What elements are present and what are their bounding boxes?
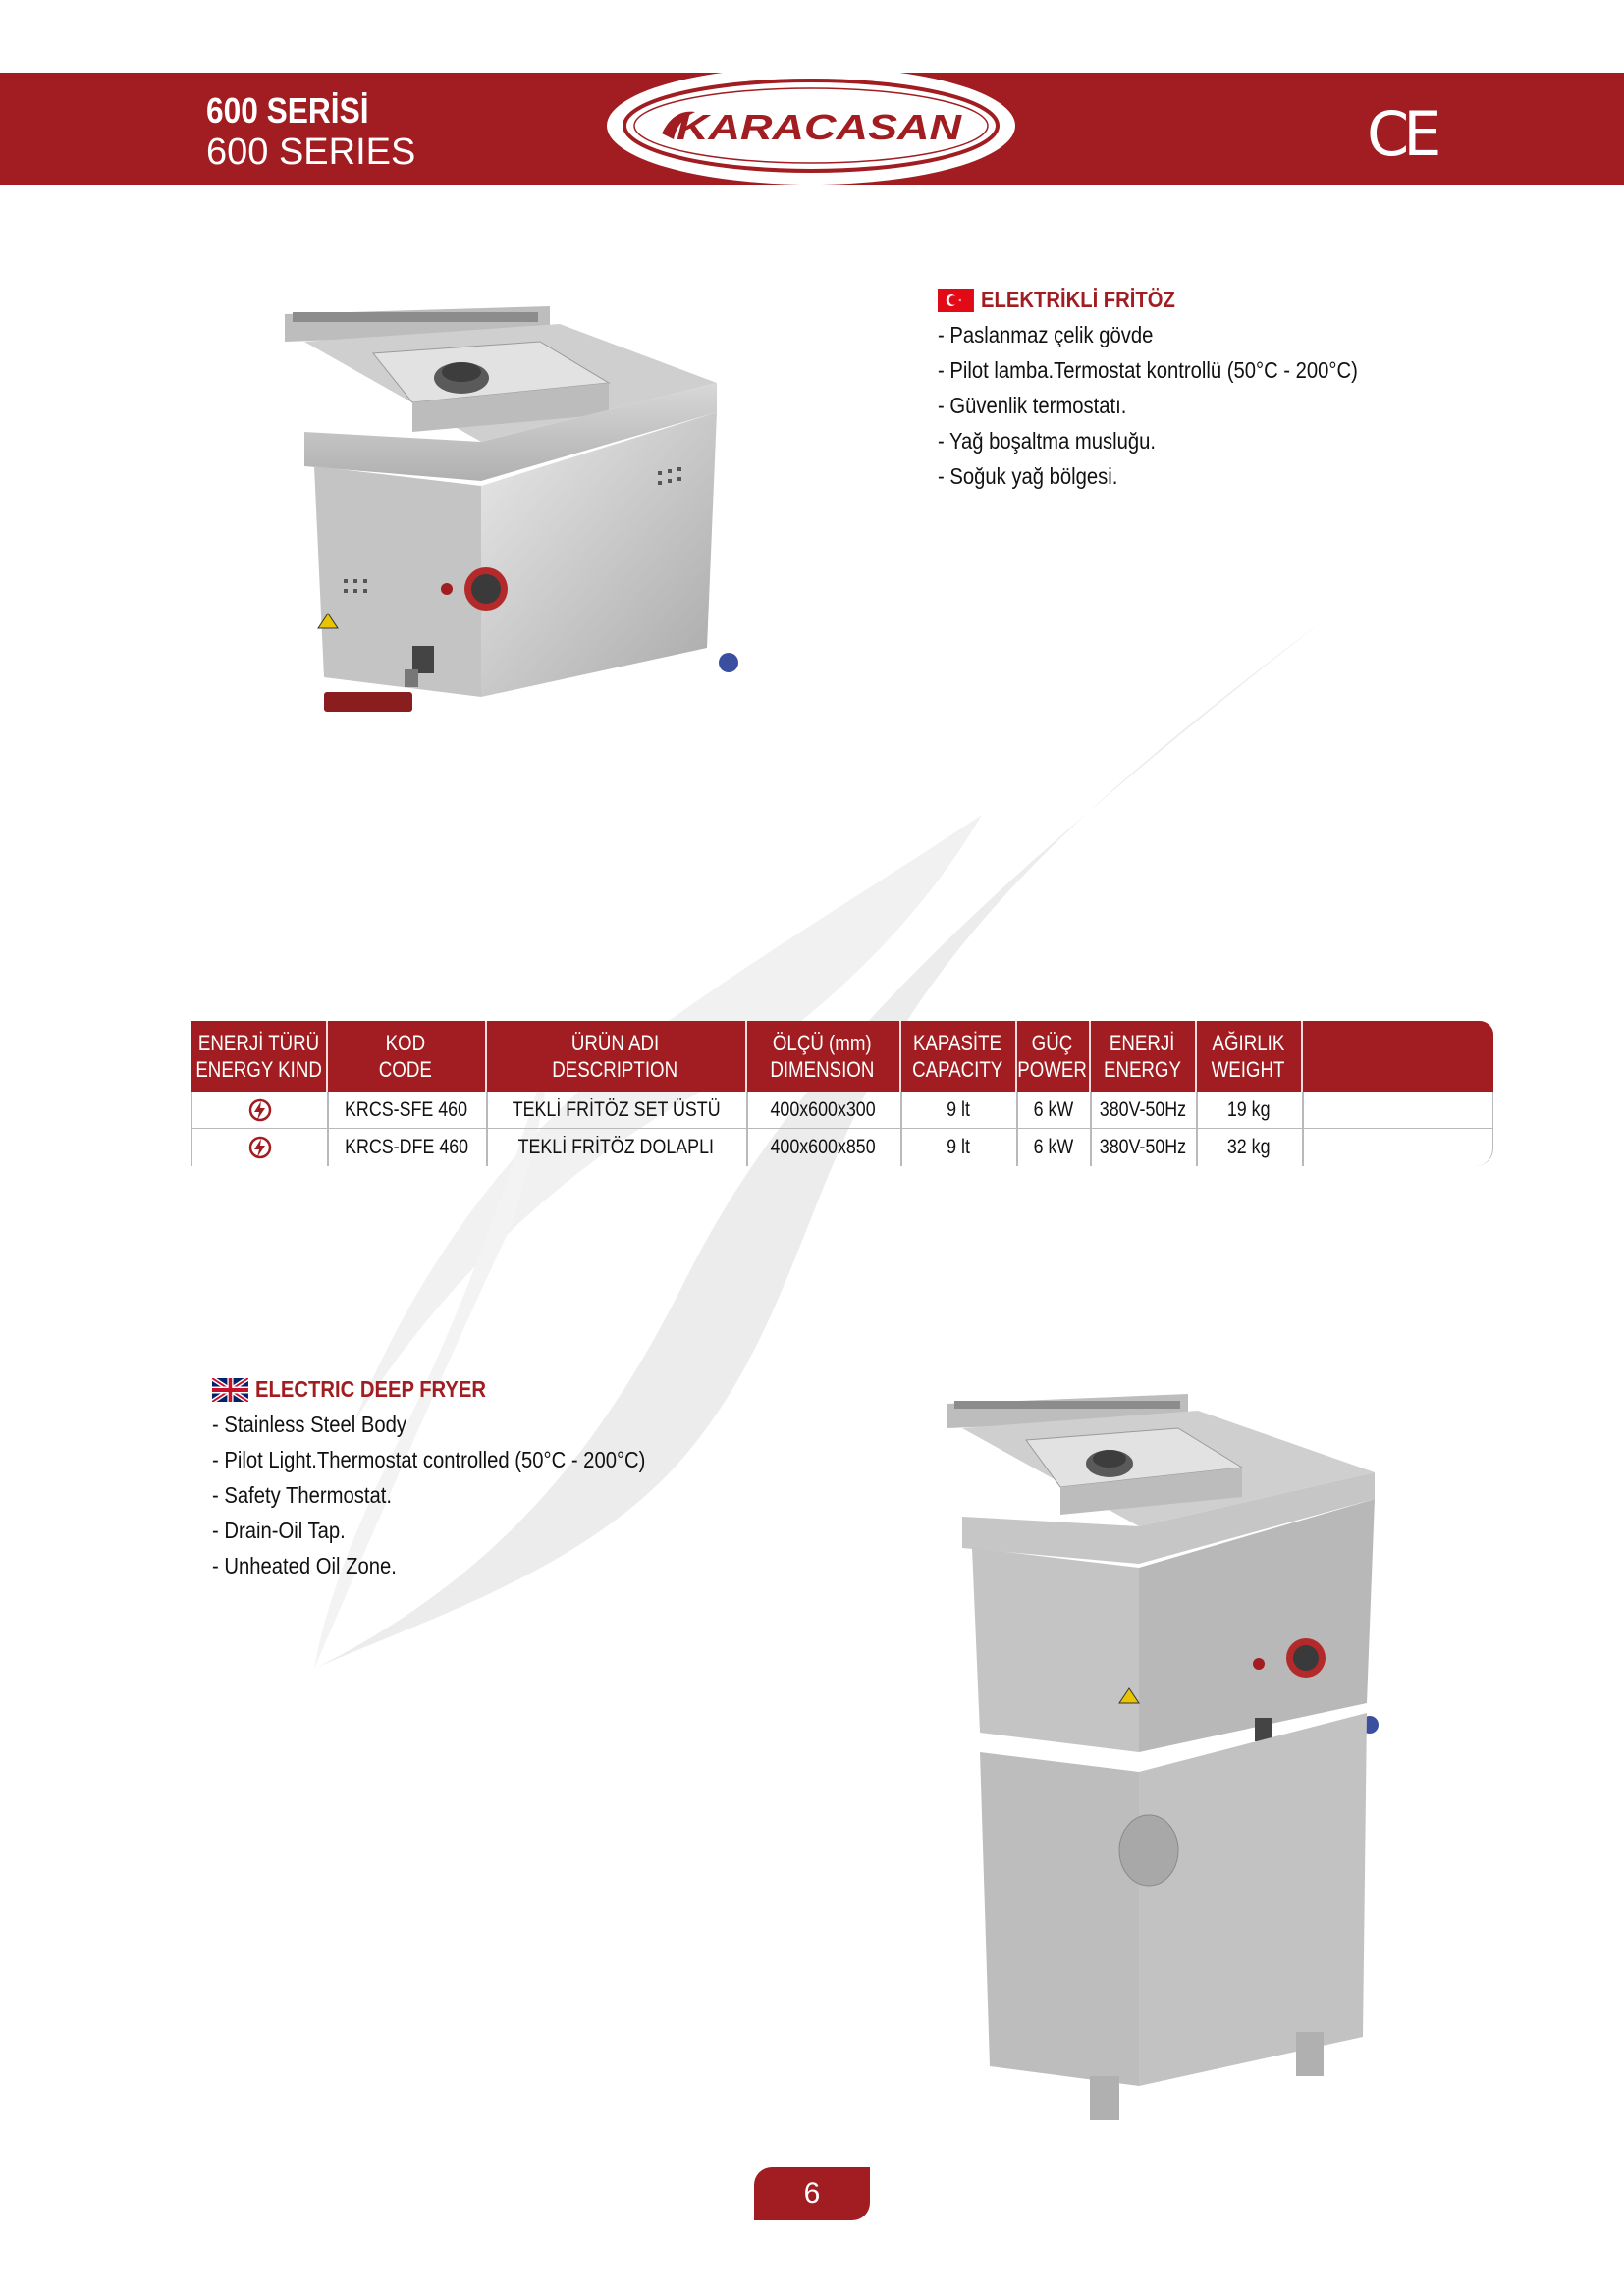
cell-energy: 380V-50Hz (1099, 1136, 1187, 1158)
cabinet-fryer-image (943, 1379, 1394, 2125)
feature-item: - Pilot lamba.Termostat kontrollü (50°C - 200°C) (938, 357, 1358, 383)
series-title-en: 600 SERIES (206, 132, 416, 173)
table-row (192, 1092, 1492, 1129)
cell-power: 6 kW (1033, 1136, 1073, 1158)
cell-dimension: 400x600x850 (770, 1136, 877, 1158)
feature-title-en (212, 1376, 645, 1403)
feature-item: - Yağ boşaltma musluğu. (938, 428, 1157, 454)
cell-dimension: 400x600x300 (770, 1097, 877, 1121)
cell-power: 6 kW (1033, 1097, 1073, 1121)
ce-mark-icon: CE (1367, 98, 1436, 170)
cell-weight: 32 kg (1227, 1136, 1271, 1158)
header-energy-kind: ENERJİ TÜRÜ ENERGY KIND (195, 1031, 322, 1082)
header-description: ÜRÜN ADI DESCRIPTION (552, 1031, 678, 1082)
feature-item: - Soğuk yağ bölgesi. (938, 463, 1118, 489)
feature-item: - Unheated Oil Zone. (212, 1553, 397, 1578)
feature-item: - Stainless Steel Body (212, 1412, 407, 1437)
cell-weight: 19 kg (1227, 1097, 1271, 1121)
header-weight: AĞIRLIK WEIGHT (1211, 1031, 1285, 1082)
feature-item: - Güvenlik termostatı. (938, 393, 1127, 418)
feature-block-tr (938, 287, 1415, 494)
cell-capacity: 9 lt (947, 1136, 970, 1158)
feature-item: - Safety Thermostat. (212, 1482, 392, 1508)
spec-table (191, 1021, 1493, 1166)
electric-icon (192, 1092, 327, 1128)
cell-capacity: 9 lt (947, 1097, 970, 1121)
cell-description: TEKLİ FRİTÖZ SET ÜSTÜ (512, 1097, 721, 1121)
feature-block-en (212, 1376, 705, 1583)
cell-code: KRCS-SFE 460 (345, 1097, 468, 1121)
header-power: GÜÇ POWER (1017, 1031, 1087, 1082)
cell-energy: 380V-50Hz (1099, 1097, 1187, 1121)
series-title-tr: 600 SERİSİ (206, 90, 369, 131)
feature-item: - Pilot Light.Thermostat controlled (50°C - 200°C) (212, 1447, 646, 1472)
uk-flag-icon (212, 1378, 248, 1402)
spec-table-header (191, 1021, 1493, 1092)
header-dimension: ÖLÇÜ (mm) DIMENSION (770, 1031, 875, 1082)
electric-icon (192, 1129, 327, 1166)
brand-logo-text: KARACASAN (677, 107, 963, 147)
turkey-flag-icon (938, 289, 974, 312)
feature-item: - Drain-Oil Tap. (212, 1518, 346, 1543)
feature-title-tr (938, 287, 1358, 313)
page-number: 6 (754, 2167, 870, 2220)
feature-item: - Paslanmaz çelik gövde (938, 322, 1154, 347)
feature-title-tr-text: ELEKTRİKLİ FRİTÖZ (981, 287, 1175, 312)
header-capacity: KAPASİTE CAPACITY (911, 1031, 1003, 1082)
cell-code: KRCS-DFE 460 (345, 1136, 468, 1158)
header-code: KOD CODE (378, 1031, 433, 1082)
cell-description: TEKLİ FRİTÖZ DOLAPLI (517, 1136, 715, 1158)
feature-title-en-text: ELECTRIC DEEP FRYER (255, 1376, 487, 1402)
countertop-fryer-image (285, 285, 795, 736)
brand-logo (605, 65, 1017, 187)
table-row (192, 1129, 1492, 1166)
header-energy: ENERJİ ENERGY (1103, 1031, 1181, 1082)
